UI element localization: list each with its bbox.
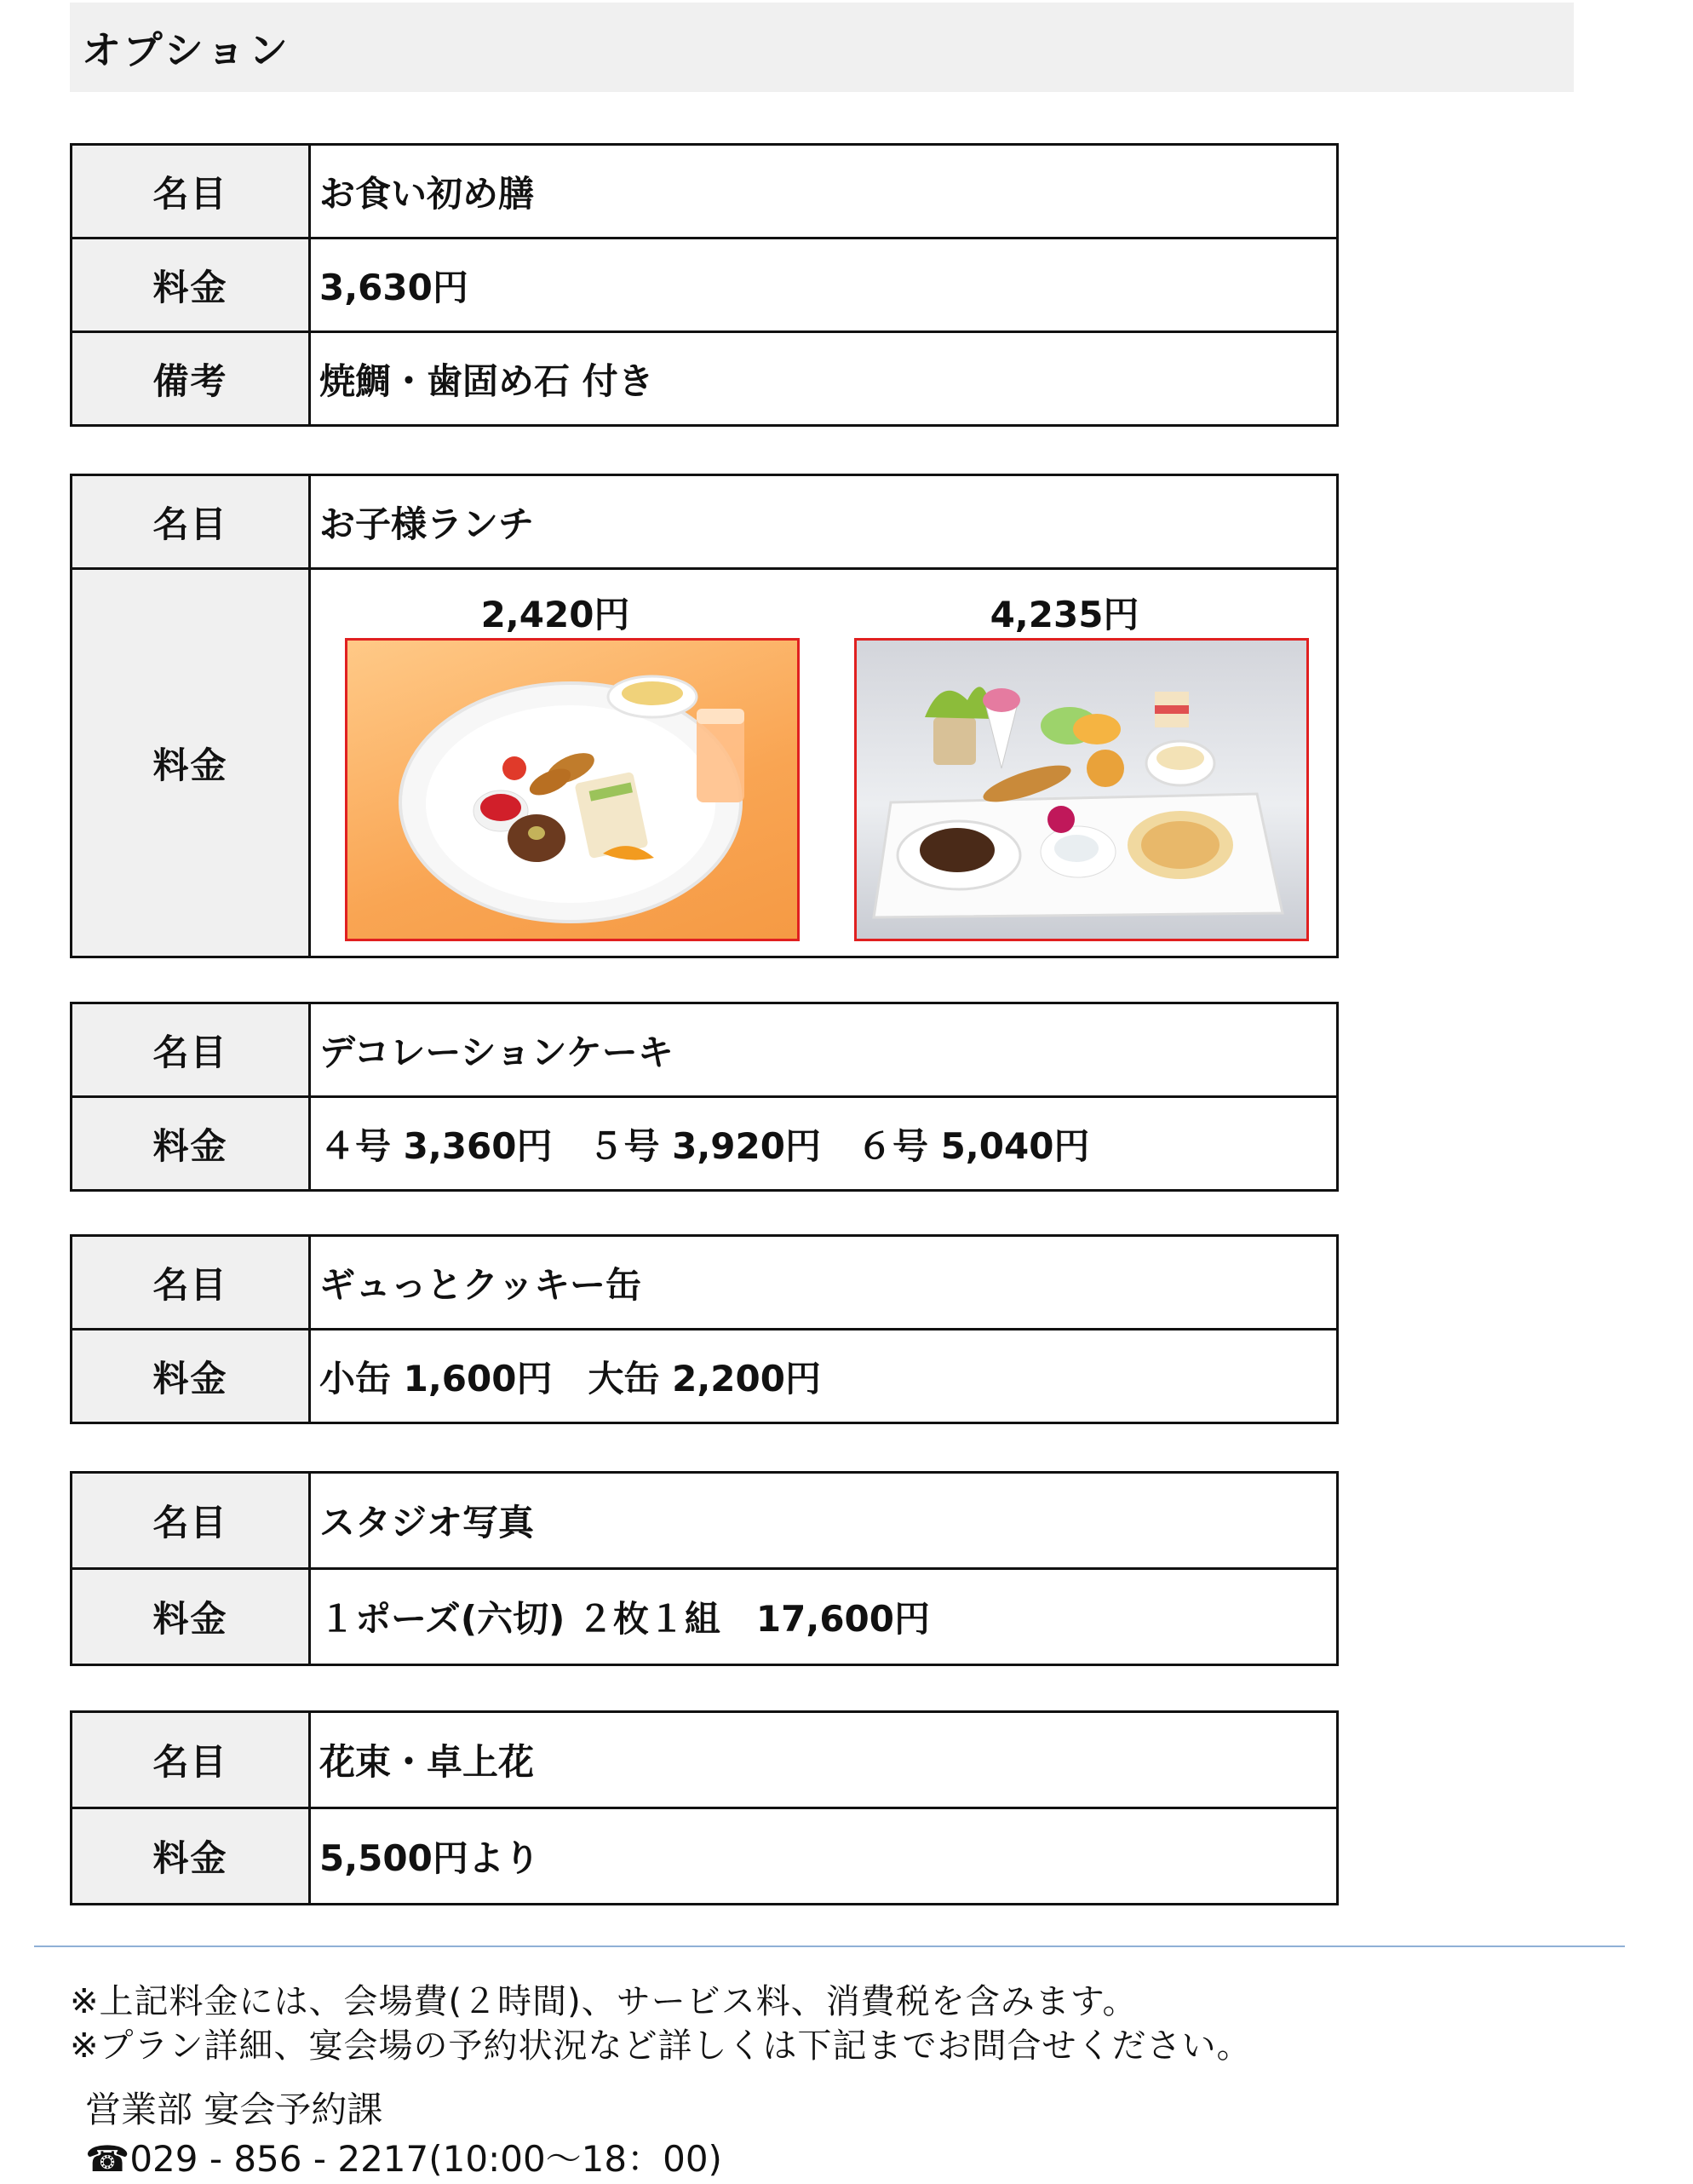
table-row — [72, 569, 1338, 957]
item-price: 小缶 1,600円 大缶 2,200円 — [310, 1330, 1338, 1423]
item-name: 花束・卓上花 — [310, 1712, 1338, 1808]
row-label: 名目 — [72, 145, 310, 239]
kids-lunch-photo-a — [345, 638, 800, 941]
divider — [34, 1945, 1625, 1947]
table-row — [72, 145, 1338, 239]
row-label: 料金 — [72, 1330, 310, 1423]
lunch-price-a: 2,420円 — [480, 594, 630, 635]
kids-lunch-tray-illustration — [857, 641, 1306, 939]
item-name: お食い初め膳 — [310, 145, 1338, 239]
row-label: 名目 — [72, 1712, 310, 1808]
item-name: お子様ランチ — [310, 475, 1338, 569]
row-label: 備考 — [72, 332, 310, 426]
option-table-flowers — [70, 1710, 1339, 1905]
table-row — [72, 1808, 1338, 1905]
item-price: １ポーズ(六切) ２枚１組 17,600円 — [310, 1569, 1338, 1665]
lunch-price-b: 4,235円 — [990, 594, 1139, 635]
table-row — [72, 332, 1338, 426]
item-name: ギュっとクッキー缶 — [310, 1236, 1338, 1330]
table-row — [72, 1236, 1338, 1330]
item-name: スタジオ写真 — [310, 1473, 1338, 1569]
note-line: ※上記料金には、会場費(２時間)、サービス料、消費税を含みます。 — [70, 1982, 1138, 2021]
table-row — [72, 1097, 1338, 1191]
kids-lunch-photo-b — [854, 638, 1309, 941]
row-label: 名目 — [72, 1473, 310, 1569]
section-title-text: オプション — [82, 26, 291, 73]
notes — [70, 1980, 1252, 2068]
section-title — [70, 3, 1574, 92]
item-price: 5,500円より — [310, 1808, 1338, 1905]
option-table-kids-lunch — [70, 474, 1339, 958]
option-table-okuizome — [70, 143, 1339, 427]
row-label: 料金 — [72, 1569, 310, 1665]
row-label: 料金 — [72, 1808, 310, 1905]
table-row — [72, 475, 1338, 569]
item-name: デコレーションケーキ — [310, 1003, 1338, 1097]
option-table-photo — [70, 1471, 1339, 1666]
note-line: ※プラン詳細、宴会場の予約状況など詳しくは下記までお問合せください。 — [70, 2026, 1252, 2066]
row-label: 名目 — [72, 1236, 310, 1330]
table-row — [72, 1473, 1338, 1569]
contact-phone: ☎029 - 856 - 2217(10:00〜18：00) — [85, 2138, 722, 2180]
row-label: 名目 — [72, 475, 310, 569]
table-row — [72, 239, 1338, 332]
option-table-cake — [70, 1002, 1339, 1192]
row-label: 料金 — [72, 239, 310, 332]
row-label: 名目 — [72, 1003, 310, 1097]
kids-lunch-plate-illustration — [347, 641, 797, 939]
contact-info — [85, 2085, 722, 2184]
row-label: 料金 — [72, 1097, 310, 1191]
item-price: 3,630円 — [310, 239, 1338, 332]
table-row — [72, 1330, 1338, 1423]
table-row — [72, 1569, 1338, 1665]
item-price: ４号 3,360円 ５号 3,920円 ６号 5,040円 — [310, 1097, 1338, 1191]
lunch-price-cell — [310, 569, 1338, 957]
table-row — [72, 1003, 1338, 1097]
row-label: 料金 — [72, 569, 310, 957]
option-table-cookie — [70, 1234, 1339, 1424]
item-remarks: 焼鯛・歯固め石 付き — [310, 332, 1338, 426]
table-row — [72, 1712, 1338, 1808]
contact-dept: 営業部 宴会予約課 — [85, 2089, 383, 2130]
